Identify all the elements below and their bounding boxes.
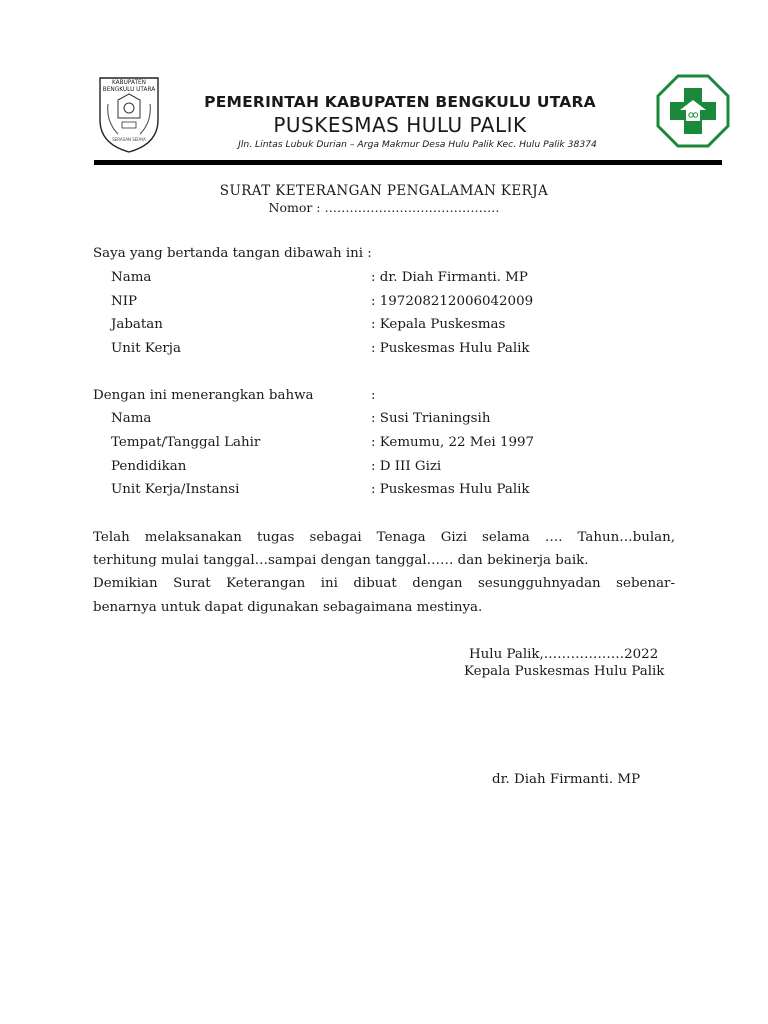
- signer-position: Kepala Puskesmas Hulu Palik: [464, 664, 665, 679]
- signer-value-nip: : 197208212006042009: [371, 294, 534, 309]
- subject-value-name: : Susi Trianingsih: [371, 411, 491, 426]
- signer-value-name: : dr. Diah Firmanti. MP: [371, 270, 528, 285]
- document-number: Nomor : ……………………………………: [268, 200, 500, 215]
- signer-label-name: Nama: [111, 270, 152, 285]
- signer-value-unit: : Puskesmas Hulu Palik: [371, 341, 530, 356]
- subject-label-name: Nama: [111, 411, 152, 426]
- signer-value-position: : Kepala Puskesmas: [371, 317, 506, 332]
- subject-intro: Dengan ini menerangkan bahwa: [93, 388, 314, 403]
- statement-line-2: terhitung mulai tanggal…sampai dengan tanggal…… dan bekinerja baik.: [93, 553, 589, 568]
- signer-intro: Saya yang bertanda tangan dibawah ini :: [93, 246, 372, 261]
- statement-line-1: Telah melaksanakan tugas sebagai Tenaga Gizi selama …. Tahun…bulan,: [93, 530, 675, 545]
- statement-line-3: Demikian Surat Keterangan ini dibuat dengan sesungguhnyadan sebenar-: [93, 576, 675, 591]
- signer-label-unit: Unit Kerja: [111, 341, 181, 356]
- subject-value-birth: : Kemumu, 22 Mei 1997: [371, 435, 535, 450]
- signer-label-nip: NIP: [111, 294, 138, 309]
- organization-address: Jln. Lintas Lubuk Durian – Arga Makmur Desa Hulu Palik Kec. Hulu Palik 38374: [238, 139, 597, 150]
- place-date: Hulu Palik,………………2022: [469, 647, 659, 662]
- government-name: PEMERINTAH KABUPATEN BENGKULU UTARA: [204, 93, 596, 111]
- subject-label-education: Pendidikan: [111, 459, 187, 474]
- emblem-text-2: BENGKULU UTARA: [102, 87, 156, 93]
- signer-label-position: Jabatan: [111, 317, 163, 332]
- subject-intro-colon: :: [371, 388, 376, 403]
- subject-label-birth: Tempat/Tanggal Lahir: [111, 435, 261, 450]
- emblem-text-3: SERASAN SEIAYA: [112, 137, 146, 142]
- subject-value-education: : D III Gizi: [371, 459, 442, 474]
- emblem-text-1: KABUPATEN: [111, 80, 147, 86]
- subject-label-unit: Unit Kerja/Instansi: [111, 482, 240, 497]
- header-divider: [94, 160, 722, 165]
- subject-value-unit: : Puskesmas Hulu Palik: [371, 482, 530, 497]
- organization-name: PUSKESMAS HULU PALIK: [273, 113, 527, 137]
- signer-name: dr. Diah Firmanti. MP: [492, 772, 641, 787]
- statement-line-4: benarnya untuk dapat digunakan sebagaimana mestinya.: [93, 600, 483, 615]
- puskesmas-logo: [656, 74, 730, 148]
- document-title: SURAT KETERANGAN PENGALAMAN KERJA: [219, 183, 549, 199]
